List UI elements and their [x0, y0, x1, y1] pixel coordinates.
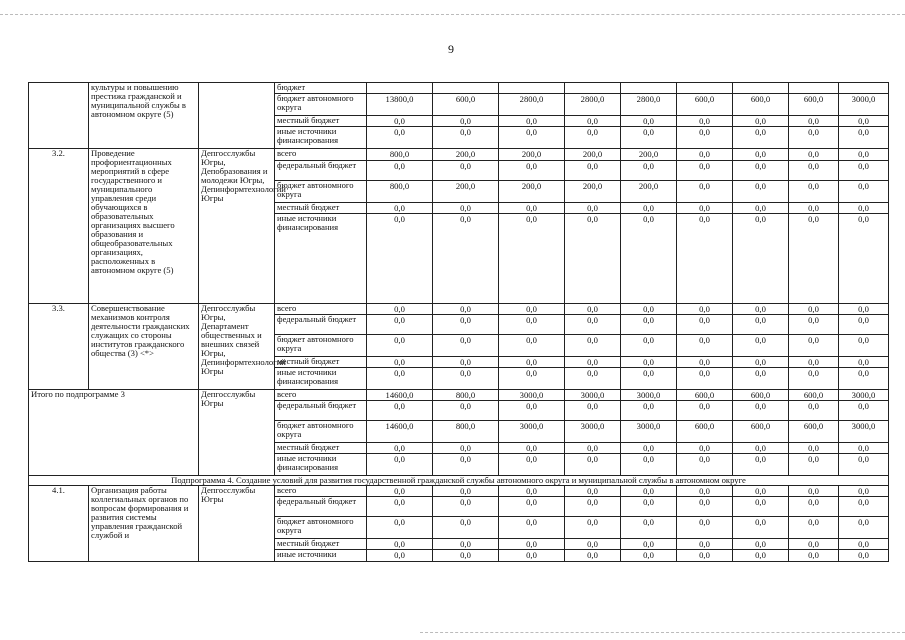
funding-value: 0,0 — [789, 314, 839, 334]
funding-value — [839, 83, 889, 94]
funding-value: 200,0 — [433, 148, 499, 160]
funding-value: 0,0 — [677, 538, 733, 549]
row-number: 3.2. — [29, 148, 89, 303]
funding-value: 0,0 — [733, 160, 789, 180]
funding-value: 0,0 — [839, 538, 889, 549]
funding-value: 3000,0 — [499, 420, 565, 442]
funding-value: 0,0 — [433, 485, 499, 496]
funding-value: 0,0 — [677, 160, 733, 180]
funding-value: 0,0 — [565, 485, 621, 496]
funding-value: 0,0 — [367, 516, 433, 538]
funding-value: 0,0 — [789, 516, 839, 538]
funding-value: 0,0 — [789, 496, 839, 516]
funding-value: 0,0 — [677, 516, 733, 538]
funding-value: 0,0 — [499, 115, 565, 126]
funding-value: 0,0 — [565, 314, 621, 334]
funding-value: 0,0 — [433, 549, 499, 561]
page-number: 9 — [448, 42, 454, 56]
funding-value: 0,0 — [367, 367, 433, 389]
funding-value: 0,0 — [499, 400, 565, 420]
funding-value: 0,0 — [677, 314, 733, 334]
funding-source: бюджет автономного округа — [275, 93, 367, 115]
funding-source: бюджет автономного округа — [275, 516, 367, 538]
funding-value: 0,0 — [677, 148, 733, 160]
funding-source: бюджет автономного округа — [275, 420, 367, 442]
funding-value: 0,0 — [565, 549, 621, 561]
funding-value: 0,0 — [839, 516, 889, 538]
funding-value: 0,0 — [499, 442, 565, 453]
funding-value: 0,0 — [565, 356, 621, 367]
funding-value: 0,0 — [733, 400, 789, 420]
funding-value — [677, 83, 733, 94]
funding-value: 200,0 — [565, 180, 621, 202]
funding-value: 0,0 — [839, 549, 889, 561]
funding-value: 0,0 — [677, 202, 733, 213]
funding-value: 0,0 — [499, 453, 565, 475]
activity-name: Совершенствование механизмов контроля деятельности гражданских служащих со стороны институтов гражданского общества (3) <*> — [89, 303, 199, 389]
section-row — [29, 475, 889, 485]
funding-value: 0,0 — [433, 496, 499, 516]
funding-value: 200,0 — [621, 180, 677, 202]
funding-value: 0,0 — [621, 202, 677, 213]
funding-source: иные источники финансирования — [275, 126, 367, 148]
funding-value: 0,0 — [367, 356, 433, 367]
funding-value: 0,0 — [367, 538, 433, 549]
funding-value: 0,0 — [433, 202, 499, 213]
funding-value: 0,0 — [839, 180, 889, 202]
funding-source: федеральный бюджет — [275, 496, 367, 516]
funding-value: 0,0 — [565, 126, 621, 148]
funding-value: 0,0 — [677, 356, 733, 367]
funding-value: 0,0 — [621, 367, 677, 389]
funding-value: 0,0 — [565, 442, 621, 453]
funding-value: 0,0 — [433, 442, 499, 453]
funding-value: 0,0 — [367, 314, 433, 334]
funding-source: федеральный бюджет — [275, 400, 367, 420]
funding-value: 0,0 — [621, 314, 677, 334]
funding-value: 14600,0 — [367, 389, 433, 400]
funding-value: 0,0 — [839, 356, 889, 367]
funding-value: 0,0 — [839, 400, 889, 420]
funding-value: 0,0 — [499, 356, 565, 367]
funding-value: 0,0 — [433, 213, 499, 303]
funding-value: 0,0 — [433, 334, 499, 356]
funding-value: 600,0 — [433, 93, 499, 115]
funding-value: 0,0 — [499, 485, 565, 496]
funding-value: 600,0 — [789, 93, 839, 115]
funding-value: 0,0 — [621, 496, 677, 516]
funding-value: 0,0 — [565, 160, 621, 180]
funding-value: 0,0 — [621, 442, 677, 453]
funding-value: 800,0 — [433, 389, 499, 400]
funding-value: 0,0 — [733, 115, 789, 126]
funding-source: бюджет автономного округа — [275, 180, 367, 202]
executor: Депгосслужбы Югры, Департамент общественных и внешних связей Югры, Депинформтехнологий Югры — [199, 303, 275, 389]
funding-value: 0,0 — [499, 334, 565, 356]
funding-value: 0,0 — [839, 148, 889, 160]
funding-value: 0,0 — [677, 485, 733, 496]
funding-value: 0,0 — [499, 160, 565, 180]
funding-value: 0,0 — [839, 334, 889, 356]
funding-value: 0,0 — [733, 126, 789, 148]
funding-value: 0,0 — [789, 538, 839, 549]
row-number: 3.3. — [29, 303, 89, 389]
funding-value: 0,0 — [499, 303, 565, 314]
funding-value: 0,0 — [621, 126, 677, 148]
funding-value: 13800,0 — [367, 93, 433, 115]
funding-value: 0,0 — [565, 115, 621, 126]
funding-value: 200,0 — [499, 148, 565, 160]
funding-source: иные источники — [275, 549, 367, 561]
funding-value: 0,0 — [433, 314, 499, 334]
funding-value: 0,0 — [789, 180, 839, 202]
funding-value: 0,0 — [677, 400, 733, 420]
funding-value: 0,0 — [433, 160, 499, 180]
funding-value: 3000,0 — [839, 420, 889, 442]
funding-value: 0,0 — [789, 160, 839, 180]
funding-value: 0,0 — [499, 202, 565, 213]
funding-value: 3000,0 — [565, 420, 621, 442]
funding-value: 600,0 — [677, 420, 733, 442]
funding-value: 0,0 — [433, 115, 499, 126]
funding-source: федеральный бюджет — [275, 314, 367, 334]
funding-value: 600,0 — [789, 389, 839, 400]
table-row — [29, 303, 889, 314]
funding-value: 0,0 — [733, 303, 789, 314]
funding-source: всего — [275, 148, 367, 160]
row-number: 4.1. — [29, 485, 89, 561]
funding-value: 0,0 — [789, 115, 839, 126]
funding-value: 0,0 — [367, 442, 433, 453]
funding-value: 0,0 — [789, 453, 839, 475]
funding-value: 0,0 — [367, 485, 433, 496]
funding-value — [499, 83, 565, 94]
funding-source: иные источники финансирования — [275, 367, 367, 389]
funding-value: 0,0 — [433, 453, 499, 475]
funding-value: 0,0 — [839, 303, 889, 314]
funding-value: 0,0 — [621, 356, 677, 367]
funding-value: 0,0 — [789, 367, 839, 389]
funding-value: 200,0 — [565, 148, 621, 160]
funding-value — [789, 83, 839, 94]
funding-value — [433, 83, 499, 94]
funding-value: 0,0 — [621, 453, 677, 475]
funding-value: 0,0 — [367, 549, 433, 561]
funding-value: 0,0 — [367, 160, 433, 180]
funding-value: 0,0 — [789, 442, 839, 453]
funding-value: 0,0 — [677, 126, 733, 148]
funding-value: 0,0 — [733, 356, 789, 367]
funding-value: 0,0 — [839, 314, 889, 334]
funding-value: 0,0 — [789, 485, 839, 496]
funding-value: 0,0 — [499, 496, 565, 516]
funding-value: 0,0 — [733, 496, 789, 516]
funding-value: 0,0 — [565, 213, 621, 303]
funding-value: 0,0 — [499, 126, 565, 148]
funding-value: 0,0 — [789, 213, 839, 303]
funding-value: 800,0 — [367, 148, 433, 160]
funding-value: 600,0 — [733, 93, 789, 115]
table-body — [29, 83, 889, 562]
budget-table — [28, 82, 889, 562]
funding-value: 0,0 — [677, 496, 733, 516]
funding-value: 3000,0 — [499, 389, 565, 400]
funding-value: 0,0 — [621, 115, 677, 126]
funding-value: 0,0 — [733, 148, 789, 160]
funding-value: 0,0 — [433, 538, 499, 549]
budget-table-container — [28, 82, 888, 562]
funding-value: 0,0 — [565, 202, 621, 213]
funding-value: 0,0 — [839, 496, 889, 516]
subprogram-4-title: Подпрограмма 4. Создание условий для развития государственной гражданской службы автономного округа и муниципальной службы в автономном округе — [29, 475, 889, 485]
funding-source: местный бюджет — [275, 538, 367, 549]
funding-value: 14600,0 — [367, 420, 433, 442]
funding-value: 0,0 — [839, 160, 889, 180]
funding-value: 0,0 — [789, 400, 839, 420]
funding-value: 0,0 — [789, 356, 839, 367]
funding-value: 600,0 — [677, 389, 733, 400]
funding-value: 600,0 — [789, 420, 839, 442]
funding-value: 3000,0 — [839, 93, 889, 115]
funding-value: 0,0 — [621, 334, 677, 356]
funding-value: 0,0 — [621, 549, 677, 561]
total-label: Итого по подпрограмме 3 — [29, 389, 199, 475]
funding-value: 800,0 — [433, 420, 499, 442]
funding-value: 0,0 — [789, 202, 839, 213]
funding-value: 0,0 — [789, 148, 839, 160]
funding-value: 0,0 — [677, 115, 733, 126]
funding-source: местный бюджет — [275, 115, 367, 126]
funding-source: всего — [275, 485, 367, 496]
funding-source: всего — [275, 389, 367, 400]
funding-value: 0,0 — [733, 202, 789, 213]
funding-value: 0,0 — [621, 160, 677, 180]
funding-value: 0,0 — [433, 126, 499, 148]
funding-value: 2800,0 — [499, 93, 565, 115]
funding-value: 0,0 — [367, 126, 433, 148]
funding-value: 200,0 — [499, 180, 565, 202]
executor: Депгосслужбы Югры — [199, 389, 275, 475]
funding-value: 0,0 — [677, 213, 733, 303]
funding-value: 0,0 — [677, 303, 733, 314]
funding-value: 0,0 — [367, 115, 433, 126]
funding-value: 0,0 — [433, 400, 499, 420]
funding-value: 0,0 — [677, 549, 733, 561]
funding-value: 0,0 — [621, 516, 677, 538]
funding-value: 0,0 — [733, 334, 789, 356]
funding-source: иные источники финансирования — [275, 213, 367, 303]
executor — [199, 83, 275, 149]
funding-value: 0,0 — [433, 367, 499, 389]
funding-value — [367, 83, 433, 94]
funding-value: 0,0 — [789, 334, 839, 356]
funding-value: 600,0 — [733, 389, 789, 400]
funding-source: бюджет — [275, 83, 367, 94]
funding-value: 0,0 — [433, 303, 499, 314]
funding-value: 0,0 — [839, 367, 889, 389]
funding-value: 0,0 — [621, 485, 677, 496]
funding-value: 0,0 — [839, 126, 889, 148]
funding-value — [621, 83, 677, 94]
funding-source: местный бюджет — [275, 442, 367, 453]
funding-value — [565, 83, 621, 94]
funding-value: 0,0 — [433, 356, 499, 367]
funding-value: 0,0 — [367, 334, 433, 356]
funding-value: 0,0 — [677, 180, 733, 202]
funding-source: иные источники финансирования — [275, 453, 367, 475]
funding-value: 0,0 — [733, 367, 789, 389]
funding-value: 0,0 — [677, 367, 733, 389]
row-number — [29, 83, 89, 149]
funding-value: 200,0 — [621, 148, 677, 160]
funding-value: 0,0 — [565, 367, 621, 389]
table-row — [29, 148, 889, 160]
funding-value: 0,0 — [499, 213, 565, 303]
funding-value: 0,0 — [789, 126, 839, 148]
funding-value: 0,0 — [621, 303, 677, 314]
funding-value: 0,0 — [565, 303, 621, 314]
funding-value: 0,0 — [565, 496, 621, 516]
funding-value: 3000,0 — [621, 420, 677, 442]
funding-source: местный бюджет — [275, 202, 367, 213]
funding-value: 0,0 — [789, 303, 839, 314]
funding-value: 0,0 — [499, 516, 565, 538]
funding-value: 0,0 — [733, 538, 789, 549]
funding-value: 0,0 — [621, 538, 677, 549]
funding-value: 0,0 — [565, 400, 621, 420]
funding-source: всего — [275, 303, 367, 314]
funding-value: 0,0 — [565, 334, 621, 356]
funding-value: 0,0 — [839, 115, 889, 126]
funding-value: 0,0 — [565, 516, 621, 538]
funding-value: 2800,0 — [621, 93, 677, 115]
funding-value: 0,0 — [367, 400, 433, 420]
funding-value: 800,0 — [367, 180, 433, 202]
funding-value — [733, 83, 789, 94]
funding-value: 0,0 — [677, 442, 733, 453]
funding-value: 600,0 — [733, 420, 789, 442]
executor: Депгосслужбы Югры, Депобразования и молодежи Югры, Депинформтехнологий Югры — [199, 148, 275, 303]
table-row — [29, 485, 889, 496]
funding-value: 0,0 — [839, 442, 889, 453]
funding-value: 3000,0 — [839, 389, 889, 400]
activity-name: культуры и повышению престижа гражданской и муниципальной службы в автономном округе (5) — [89, 83, 199, 149]
funding-value: 0,0 — [733, 453, 789, 475]
funding-value: 0,0 — [839, 202, 889, 213]
activity-name: Проведение профориентационных мероприятий в сфере государственного и муниципального управления среди обучающихся в образовательных организациях высшего образования и общеобразовательных организациях, расположенных в автономном округе (5) — [89, 148, 199, 303]
funding-value: 0,0 — [733, 213, 789, 303]
funding-value: 0,0 — [565, 453, 621, 475]
funding-source: бюджет автономного округа — [275, 334, 367, 356]
funding-value: 0,0 — [367, 453, 433, 475]
funding-value: 0,0 — [621, 213, 677, 303]
funding-value: 2800,0 — [565, 93, 621, 115]
funding-value: 3000,0 — [621, 389, 677, 400]
funding-value: 0,0 — [839, 485, 889, 496]
funding-value: 0,0 — [367, 496, 433, 516]
funding-value: 0,0 — [433, 516, 499, 538]
funding-value: 0,0 — [499, 367, 565, 389]
table-row — [29, 389, 889, 400]
funding-value: 0,0 — [839, 213, 889, 303]
funding-value: 0,0 — [367, 213, 433, 303]
funding-value: 0,0 — [499, 549, 565, 561]
activity-name: Организация работы коллегиальных органов по вопросам формирования и развития системы управления гражданской службой и — [89, 485, 199, 561]
funding-value: 0,0 — [733, 485, 789, 496]
executor: Депгосслужбы Югры — [199, 485, 275, 561]
funding-value: 0,0 — [621, 400, 677, 420]
funding-value: 0,0 — [367, 303, 433, 314]
funding-value: 0,0 — [733, 442, 789, 453]
funding-value: 0,0 — [499, 314, 565, 334]
funding-value: 0,0 — [367, 202, 433, 213]
funding-value: 0,0 — [733, 180, 789, 202]
funding-value: 0,0 — [733, 516, 789, 538]
table-row — [29, 83, 889, 94]
funding-value: 600,0 — [677, 93, 733, 115]
scan-edge-bottom — [420, 632, 905, 633]
funding-value: 0,0 — [499, 538, 565, 549]
funding-value: 200,0 — [433, 180, 499, 202]
scan-edge-top — [0, 14, 905, 15]
funding-value: 0,0 — [733, 549, 789, 561]
funding-value: 0,0 — [839, 453, 889, 475]
funding-source: местный бюджет — [275, 356, 367, 367]
funding-value: 0,0 — [733, 314, 789, 334]
funding-source: федеральный бюджет — [275, 160, 367, 180]
funding-value: 0,0 — [565, 538, 621, 549]
funding-value: 0,0 — [677, 453, 733, 475]
funding-value: 0,0 — [677, 334, 733, 356]
funding-value: 3000,0 — [565, 389, 621, 400]
funding-value: 0,0 — [789, 549, 839, 561]
